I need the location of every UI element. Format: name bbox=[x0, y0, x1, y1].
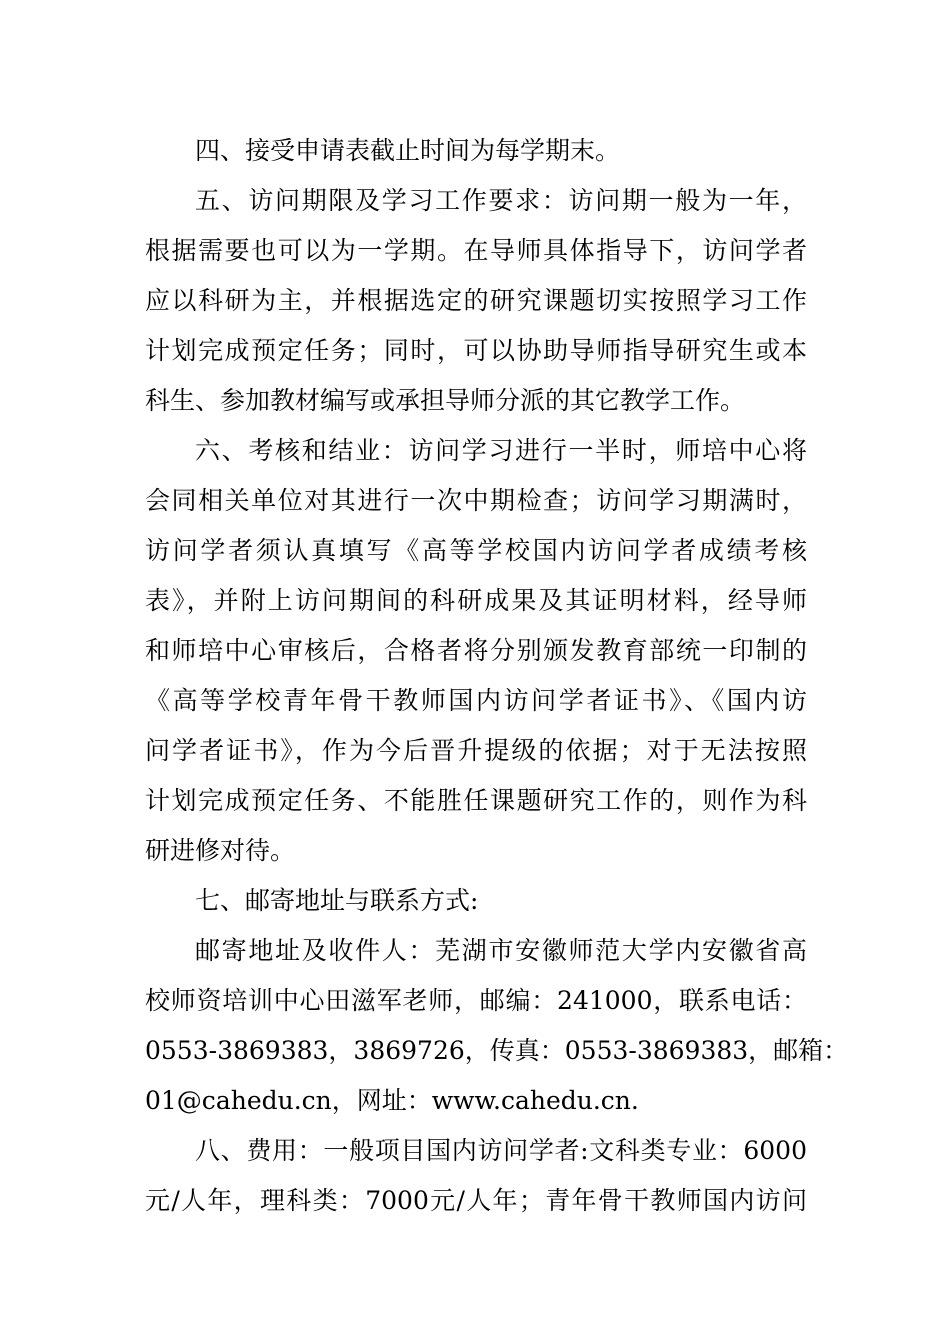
text-line: 计划完成预定任务、不能胜任课题研究工作的，则作为科 bbox=[145, 786, 807, 815]
text-line: 七、邮寄地址与联系方式: bbox=[195, 886, 479, 915]
text-line: 邮寄地址及收件人：芜湖市安徽师范大学内安徽省高 bbox=[195, 936, 807, 965]
text-line: 访问学者须认真填写《高等学校国内访问学者成绩考核 bbox=[145, 536, 807, 565]
text-line: 计划完成预定任务；同时，可以协助导师指导研究生或本 bbox=[145, 336, 807, 365]
text-line: 根据需要也可以为一学期。在导师具体指导下，访问学者 bbox=[145, 236, 807, 265]
text-line: 六、考核和结业：访问学习进行一半时，师培中心将 bbox=[195, 436, 807, 465]
text-line: 《高等学校青年骨干教师国内访问学者证书》、《国内访 bbox=[145, 686, 807, 715]
text-line: 校师资培训中心田滋军老师，邮编：241000，联系电话： bbox=[145, 986, 807, 1015]
text-line: 五、访问期限及学习工作要求：访问期一般为一年， bbox=[195, 186, 807, 215]
text-line: 问学者证书》，作为今后晋升提级的依据；对于无法按照 bbox=[145, 736, 807, 765]
text-line: 元/人年，理科类：7000元/人年；青年骨干教师国内访问 bbox=[145, 1186, 807, 1215]
text-line: 0553-3869383，3869726，传真：0553-3869383，邮箱： bbox=[145, 1036, 849, 1065]
text-line: 应以科研为主，并根据选定的研究课题切实按照学习工作 bbox=[145, 286, 807, 315]
text-line: 和师培中心审核后，合格者将分别颁发教育部统一印制的 bbox=[145, 636, 807, 665]
text-line: 科生、参加教材编写或承担导师分派的其它教学工作。 bbox=[145, 386, 746, 415]
text-line: 八、费用：一般项目国内访问学者:文科类专业：6000 bbox=[195, 1136, 807, 1165]
text-line: 表》，并附上访问期间的科研成果及其证明材料，经导师 bbox=[145, 586, 807, 615]
text-line: 研进修对待。 bbox=[145, 836, 296, 865]
text-line: 四、接受申请表截止时间为每学期末。 bbox=[195, 136, 621, 165]
text-line: 01@cahedu.cn，网址：www.cahedu.cn. bbox=[145, 1086, 639, 1115]
text-line: 会同相关单位对其进行一次中期检查；访问学习期满时， bbox=[145, 486, 807, 515]
